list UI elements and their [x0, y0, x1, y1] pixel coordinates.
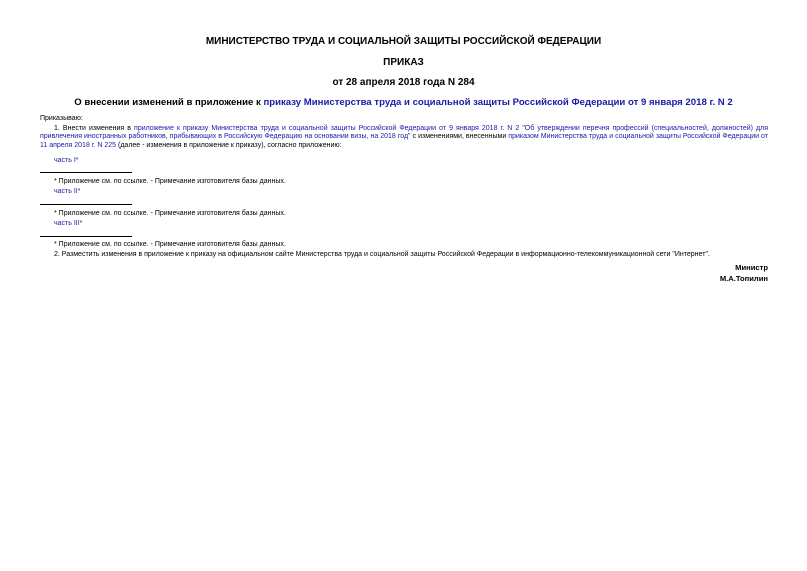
item1-link-order[interactable]: приложение к приказу Министерства труда и социальной защиты Российской Федерации от 9 января 2018 г. N 2 "Об утверждении перечня профессий (специальностей, должностей) для привлечения иностранных работников, прибывающих в Российскую Федерацию на основании визы, на 2018 год" [40, 125, 768, 141]
item-1-paragraph [40, 125, 768, 150]
title-prefix: О внесении изменений в приложение к [74, 97, 264, 108]
document-type: ПРИКАЗ [383, 57, 424, 68]
title-link[interactable]: приказу Министерства труда и социальной защиты Российской Федерации от 9 января 2018 г. N 2 [263, 97, 733, 108]
footnote-2: * Приложение см. по ссылке. - Примечание изготовителя базы данных. [54, 210, 286, 217]
item-2-paragraph: 2. Разместить изменения в приложение к приказу на официальном сайте Министерства труда и социальной защиты Российской Федерации в информационно-телекоммуникационной сети "Интернет". [54, 251, 710, 258]
signature-position: Министр [735, 263, 768, 272]
order-word: Приказываю: [40, 115, 83, 122]
item1-text-2: с изменениями, внесенными [410, 133, 509, 141]
document-title [0, 97, 807, 108]
item1-link-amendment[interactable]: приказом Министерства труда и социальной защиты Российской Федерации от 11 апреля 2018 г. N 225 [40, 133, 769, 149]
item1-text-3: (далее - изменения в приложение к приказу), согласно приложению: [116, 141, 342, 149]
part-2-link[interactable]: часть II* [54, 188, 81, 195]
footnote-1: * Приложение см. по ссылке. - Примечание изготовителя базы данных. [54, 178, 286, 185]
ministry-heading: МИНИСТЕРСТВО ТРУДА И СОЦИАЛЬНОЙ ЗАЩИТЫ РОССИЙСКОЙ ФЕДЕРАЦИИ [205, 36, 602, 47]
footnote-divider [40, 236, 132, 237]
footnote-divider [40, 172, 132, 173]
footnote-divider [40, 204, 132, 205]
date-number: от 28 апреля 2018 года N 284 [332, 77, 475, 88]
part-1-link[interactable]: часть I* [54, 157, 79, 164]
signature-name: М.А.Топилин [719, 274, 768, 283]
part-3-link[interactable]: часть III* [54, 220, 83, 227]
footnote-3: * Приложение см. по ссылке. - Примечание изготовителя базы данных. [54, 241, 286, 248]
item1-text-1: 1. Внести изменения в [54, 125, 135, 132]
